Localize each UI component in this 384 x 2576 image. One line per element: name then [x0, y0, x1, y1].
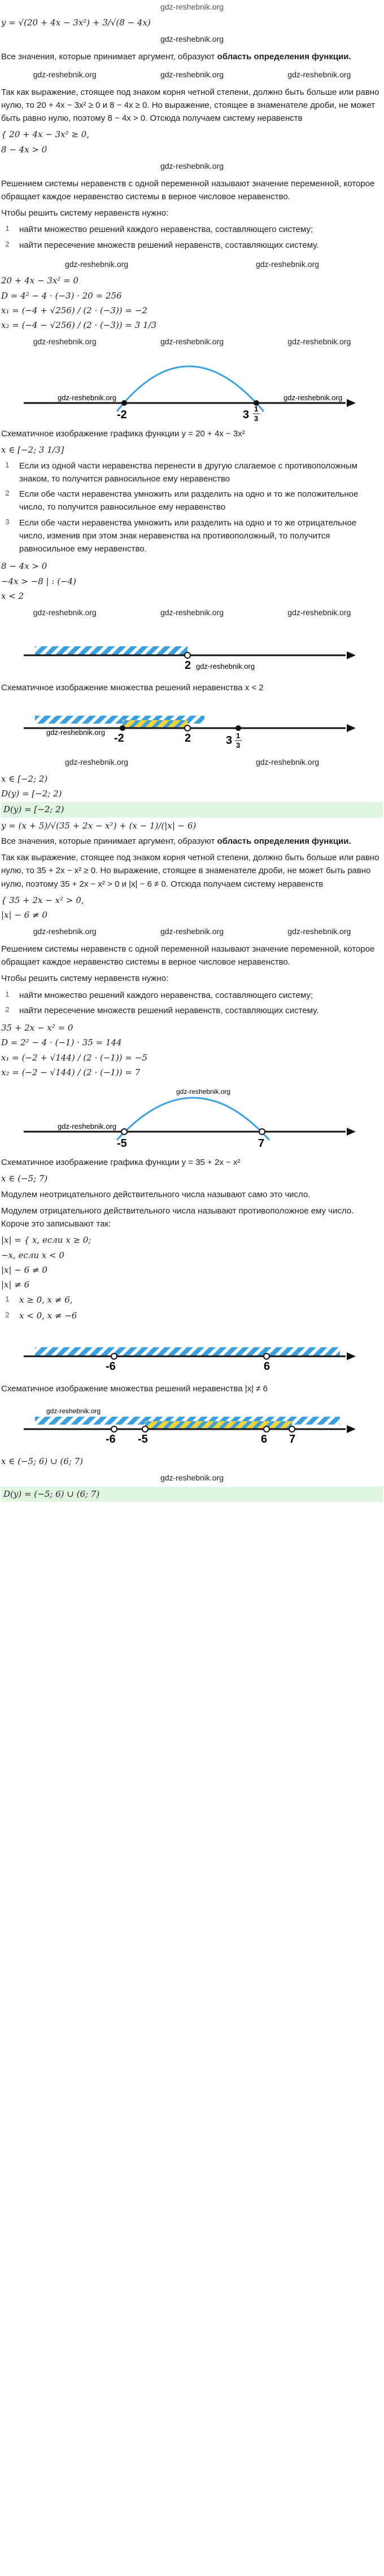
steps-list-1: [1, 223, 383, 252]
discriminant-2: D = 2² − 4 · (−1) · 35 = 144: [1, 1037, 122, 1048]
watermark-in-figure: gdz-reshebnik.org: [46, 1407, 101, 1416]
solution-set-x-ne-6: [35, 1347, 340, 1356]
label-6: 6: [264, 1360, 270, 1373]
ray-figure-2: [1, 1327, 383, 1378]
point-3-1-3: [235, 725, 241, 731]
label-frac-num: 1: [254, 405, 259, 414]
modulus-definition-2: Модулем отрицательного действительного числа называют противоположное ему число. Короче это записывают так:: [1, 1206, 354, 1229]
watermark-row: gdz-reshebnik.org: [160, 1473, 224, 1483]
modulus-definition-1: Модулем неотрицательного действительного числа называют само это число.: [1, 1189, 311, 1199]
watermark-in-figure: gdz-reshebnik.org: [196, 661, 255, 671]
system-definition-2: Решением системы неравенств с одной переменной называют значение переменной, которое обращает каждое неравенство системы в верное числовое неравенство.: [1, 944, 375, 967]
rules-list-1: [1, 459, 383, 556]
list-item: 1 Если из одной части неравенства перенести в другую слагаемое с противоположным знаком, то получится равносильное ему неравенство: [5, 460, 357, 484]
parabola-caption-1: Схематичное изображение графика функции y = 20 + 4x − 3x²: [1, 429, 245, 439]
open-point-6: [264, 1353, 269, 1359]
system-1-line1: { 20 + 4x − 3x² ≥ 0,: [1, 129, 90, 140]
inequality-1: 8 − 4x > 0: [1, 561, 47, 572]
interval-3: x ∈ (−5; 7): [1, 1173, 48, 1184]
open-point-7: [259, 1129, 265, 1134]
list-item: 2 найти пересечение множеств решений неравенств, составляющих систему.: [5, 1005, 319, 1015]
root-x1-2: x₁ = (−2 + √144) / (2 · (−1)) = −5: [1, 1052, 147, 1063]
root-x1-1: x₁ = (−4 + √256) / (2 · (−3)) = −2: [1, 305, 147, 316]
watermark-in-figure: gdz-reshebnik.org: [58, 393, 117, 402]
system-definition-1: Решением системы неравенств с одной переменной называют значение переменной, которое обращает каждое неравенство системы в верное числовое неравенство.: [1, 178, 375, 201]
inequality-2: −4x > −8 | : (−4): [1, 576, 77, 586]
open-point-7: [289, 1426, 295, 1432]
parabola-curve: [117, 366, 264, 414]
axis-arrow-icon: [347, 1128, 356, 1136]
label-minus-2: -2: [117, 409, 127, 422]
parabola-figure-1: [1, 355, 383, 423]
point-minus-2: [120, 725, 125, 731]
open-point-2: [185, 652, 190, 658]
open-point-minus-6: [111, 1353, 117, 1359]
intersection-set: [123, 720, 187, 728]
ray-caption-2: Схематичное изображение множества решений неравенства |x| ≠ 6: [1, 1383, 268, 1394]
point-minus-2: [121, 400, 127, 406]
watermark-in-figure: gdz-reshebnik.org: [283, 393, 343, 402]
list-item: 2 x < 0, x ≠ −6: [5, 1310, 77, 1321]
label-2: 2: [185, 732, 191, 745]
answer-highlight-1: D(y) = [−2; 2): [1, 802, 383, 817]
inequality-3: x < 2: [1, 590, 24, 601]
list-item: 2 найти пересечение множеств решений неравенств, составляющих систему.: [5, 239, 319, 250]
label-frac-num: 1: [236, 731, 241, 741]
explanation-2: Так как выражение, стоящее под знаком корня четной степени, должно быть больше или равно нулю, то 35 + 2x − x² ≥ 0. Но выражение, стоящее в знаменателе дроби, не может быть равно нулю, поэтому 35 + 2x − x² > 0 и |x| − 6 ≠ 0. Отсюда получаем систему неравенств: [1, 853, 379, 889]
modulus-case-1: |x| = { x, если x ≥ 0;: [1, 1235, 91, 1246]
axis-arrow-icon: [347, 1352, 356, 1360]
equation-2: 35 + 2x − x² = 0: [1, 1023, 73, 1033]
ray-figure-1: [1, 626, 383, 677]
watermark-row: gdz-reshebnik.org gdz-reshebnik.org gdz-reshebnik.org: [33, 608, 351, 617]
how-to-solve-2: Чтобы решить систему неравенств нужно:: [1, 974, 169, 984]
parabola-figure-2: [1, 1084, 383, 1151]
axis-arrow-icon: [347, 399, 356, 407]
watermark-row: gdz-reshebnik.org: [160, 161, 224, 170]
modulus-ineq-2: |x| ≠ 6: [1, 1280, 30, 1290]
label-7: 7: [258, 1137, 265, 1150]
label-6: 6: [261, 1433, 268, 1446]
watermark-in-figure: gdz-reshebnik.org: [46, 728, 106, 737]
domain-definition-2: Все значения, которые принимает аргумент, образуют область определения функции.: [1, 836, 351, 846]
system-2-line2: |x| − 6 ≠ 0: [1, 910, 47, 920]
watermark-row: gdz-reshebnik.org gdz-reshebnik.org gdz-reshebnik.org: [33, 337, 351, 347]
axis-arrow-icon: [347, 724, 356, 732]
intersection-figure-1: [1, 699, 383, 750]
open-point-6: [264, 1426, 269, 1432]
discriminant-1: D = 4² − 4 · (−3) · 20 = 256: [1, 290, 122, 301]
axis-arrow-icon: [347, 1425, 356, 1433]
watermark-row: gdz-reshebnik.org gdz-reshebnik.org gdz-reshebnik.org: [33, 927, 351, 936]
root-x2-1: x₂ = (−4 − √256) / (2 · (−3)) = 3 1/3: [1, 320, 157, 331]
steps-list-2: [1, 989, 383, 1018]
intersection-figure-2: [1, 1400, 383, 1451]
label-minus-5: -5: [117, 1137, 127, 1150]
label-3: 3: [226, 734, 233, 747]
function-1: y = √(20 + 4x − 3x²) + 3/√(8 − 4x): [1, 17, 151, 28]
open-point-minus-6: [111, 1426, 117, 1432]
system-2-line1: { 35 + 2x − x² > 0,: [1, 895, 84, 905]
open-point-minus-5: [142, 1426, 148, 1432]
how-to-solve-1: Чтобы решить систему неравенств нужно:: [1, 208, 169, 218]
list-item: 1 x ≥ 0, x ≠ 6,: [5, 1295, 73, 1305]
watermark-row: gdz-reshebnik.org: [160, 34, 224, 43]
solution-ray-x-lt-2: [35, 646, 187, 655]
open-point-2: [185, 725, 190, 731]
watermark-in-figure: gdz-reshebnik.org: [176, 1088, 231, 1096]
label-minus-2: -2: [114, 732, 124, 745]
interval-2: x ∈ [−2; 2): [1, 773, 48, 784]
intersection-set: [145, 1421, 292, 1429]
system-1-line2: 8 − 4x > 0: [1, 144, 47, 155]
watermark-in-figure: gdz-reshebnik.org: [58, 1122, 117, 1131]
axis-arrow-icon: [347, 651, 356, 659]
modulus-case-2: −x, если x < 0: [1, 1250, 64, 1260]
modulus-ineq-1: |x| − 6 ≠ 0: [1, 1264, 47, 1275]
watermark-row: gdz-reshebnik.org gdz-reshebnik.org: [64, 757, 320, 767]
parabola-curve: [117, 1098, 269, 1140]
answer-1: D(y) = [−2; 2): [1, 788, 62, 799]
list-item: 1 найти множество решений каждого неравенства, составляющего систему;: [5, 224, 313, 235]
label-7: 7: [289, 1433, 296, 1446]
parabola-caption-2: Схематичное изображение графика функции y = 35 + 2x − x²: [1, 1158, 241, 1168]
label-minus-6: -6: [106, 1433, 116, 1446]
interval-1: x ∈ [−2; 3 1/3]: [1, 445, 64, 455]
explanation-1: Так как выражение, стоящее под знаком корня четной степени, должно быть больше или равно нулю, то 20 + 4x − 3x² ≥ 0 и 8 − 4x ≥ 0. Но выражение, стоящее в знаменателе дроби, не может быть равно нулю, поэтому 8 − 4x > 0. Отсюда получаем систему неравенств: [1, 87, 379, 124]
root-x2-2: x₂ = (−2 − √144) / (2 · (−1)) = 7: [1, 1067, 141, 1077]
interval-4: x ∈ (−5; 6) ∪ (6; 7): [1, 1456, 83, 1467]
label-minus-5: -5: [138, 1433, 148, 1446]
label-frac-den: 3: [254, 414, 259, 423]
label-2: 2: [185, 659, 191, 672]
list-item: 2 Если обе части неравенства умножить или разделить на одно и то же положительное число, то получится равносильное ему неравенство: [5, 489, 359, 512]
list-item: 3 Если обе части неравенства умножить или разделить на одно и то же отрицательное число, изменив при этом знак неравенства на противоположный, то получится равносильное ему неравенство.: [5, 517, 357, 554]
label-frac-den: 3: [236, 741, 241, 750]
watermark-row: gdz-reshebnik.org gdz-reshebnik.org: [64, 259, 320, 269]
watermark-row: gdz-reshebnik.org gdz-reshebnik.org gdz-reshebnik.org: [33, 69, 351, 79]
equation-1: 20 + 4x − 3x² = 0: [1, 275, 78, 286]
function-2: y = (x + 5)/√(35 + 2x − x²) + (x − 1)/(|x| − 6): [1, 820, 197, 831]
site-watermark-top: gdz-reshebnik.org: [160, 2, 224, 11]
cases-list: [1, 1294, 383, 1322]
list-item: 1 найти множество решений каждого неравенства, составляющего систему;: [5, 989, 313, 1000]
answer-highlight-2: D(y) = (−5; 6) ∪ (6; 7): [1, 1487, 383, 1502]
domain-definition-1: Все значения, которые принимает аргумент, образуют область определения функции.: [1, 51, 351, 62]
ray-caption-1: Схематичное изображение множества решений неравенства x < 2: [1, 682, 264, 693]
open-point-minus-5: [121, 1129, 127, 1134]
label-minus-6: -6: [106, 1360, 116, 1373]
label-3: 3: [243, 409, 250, 422]
